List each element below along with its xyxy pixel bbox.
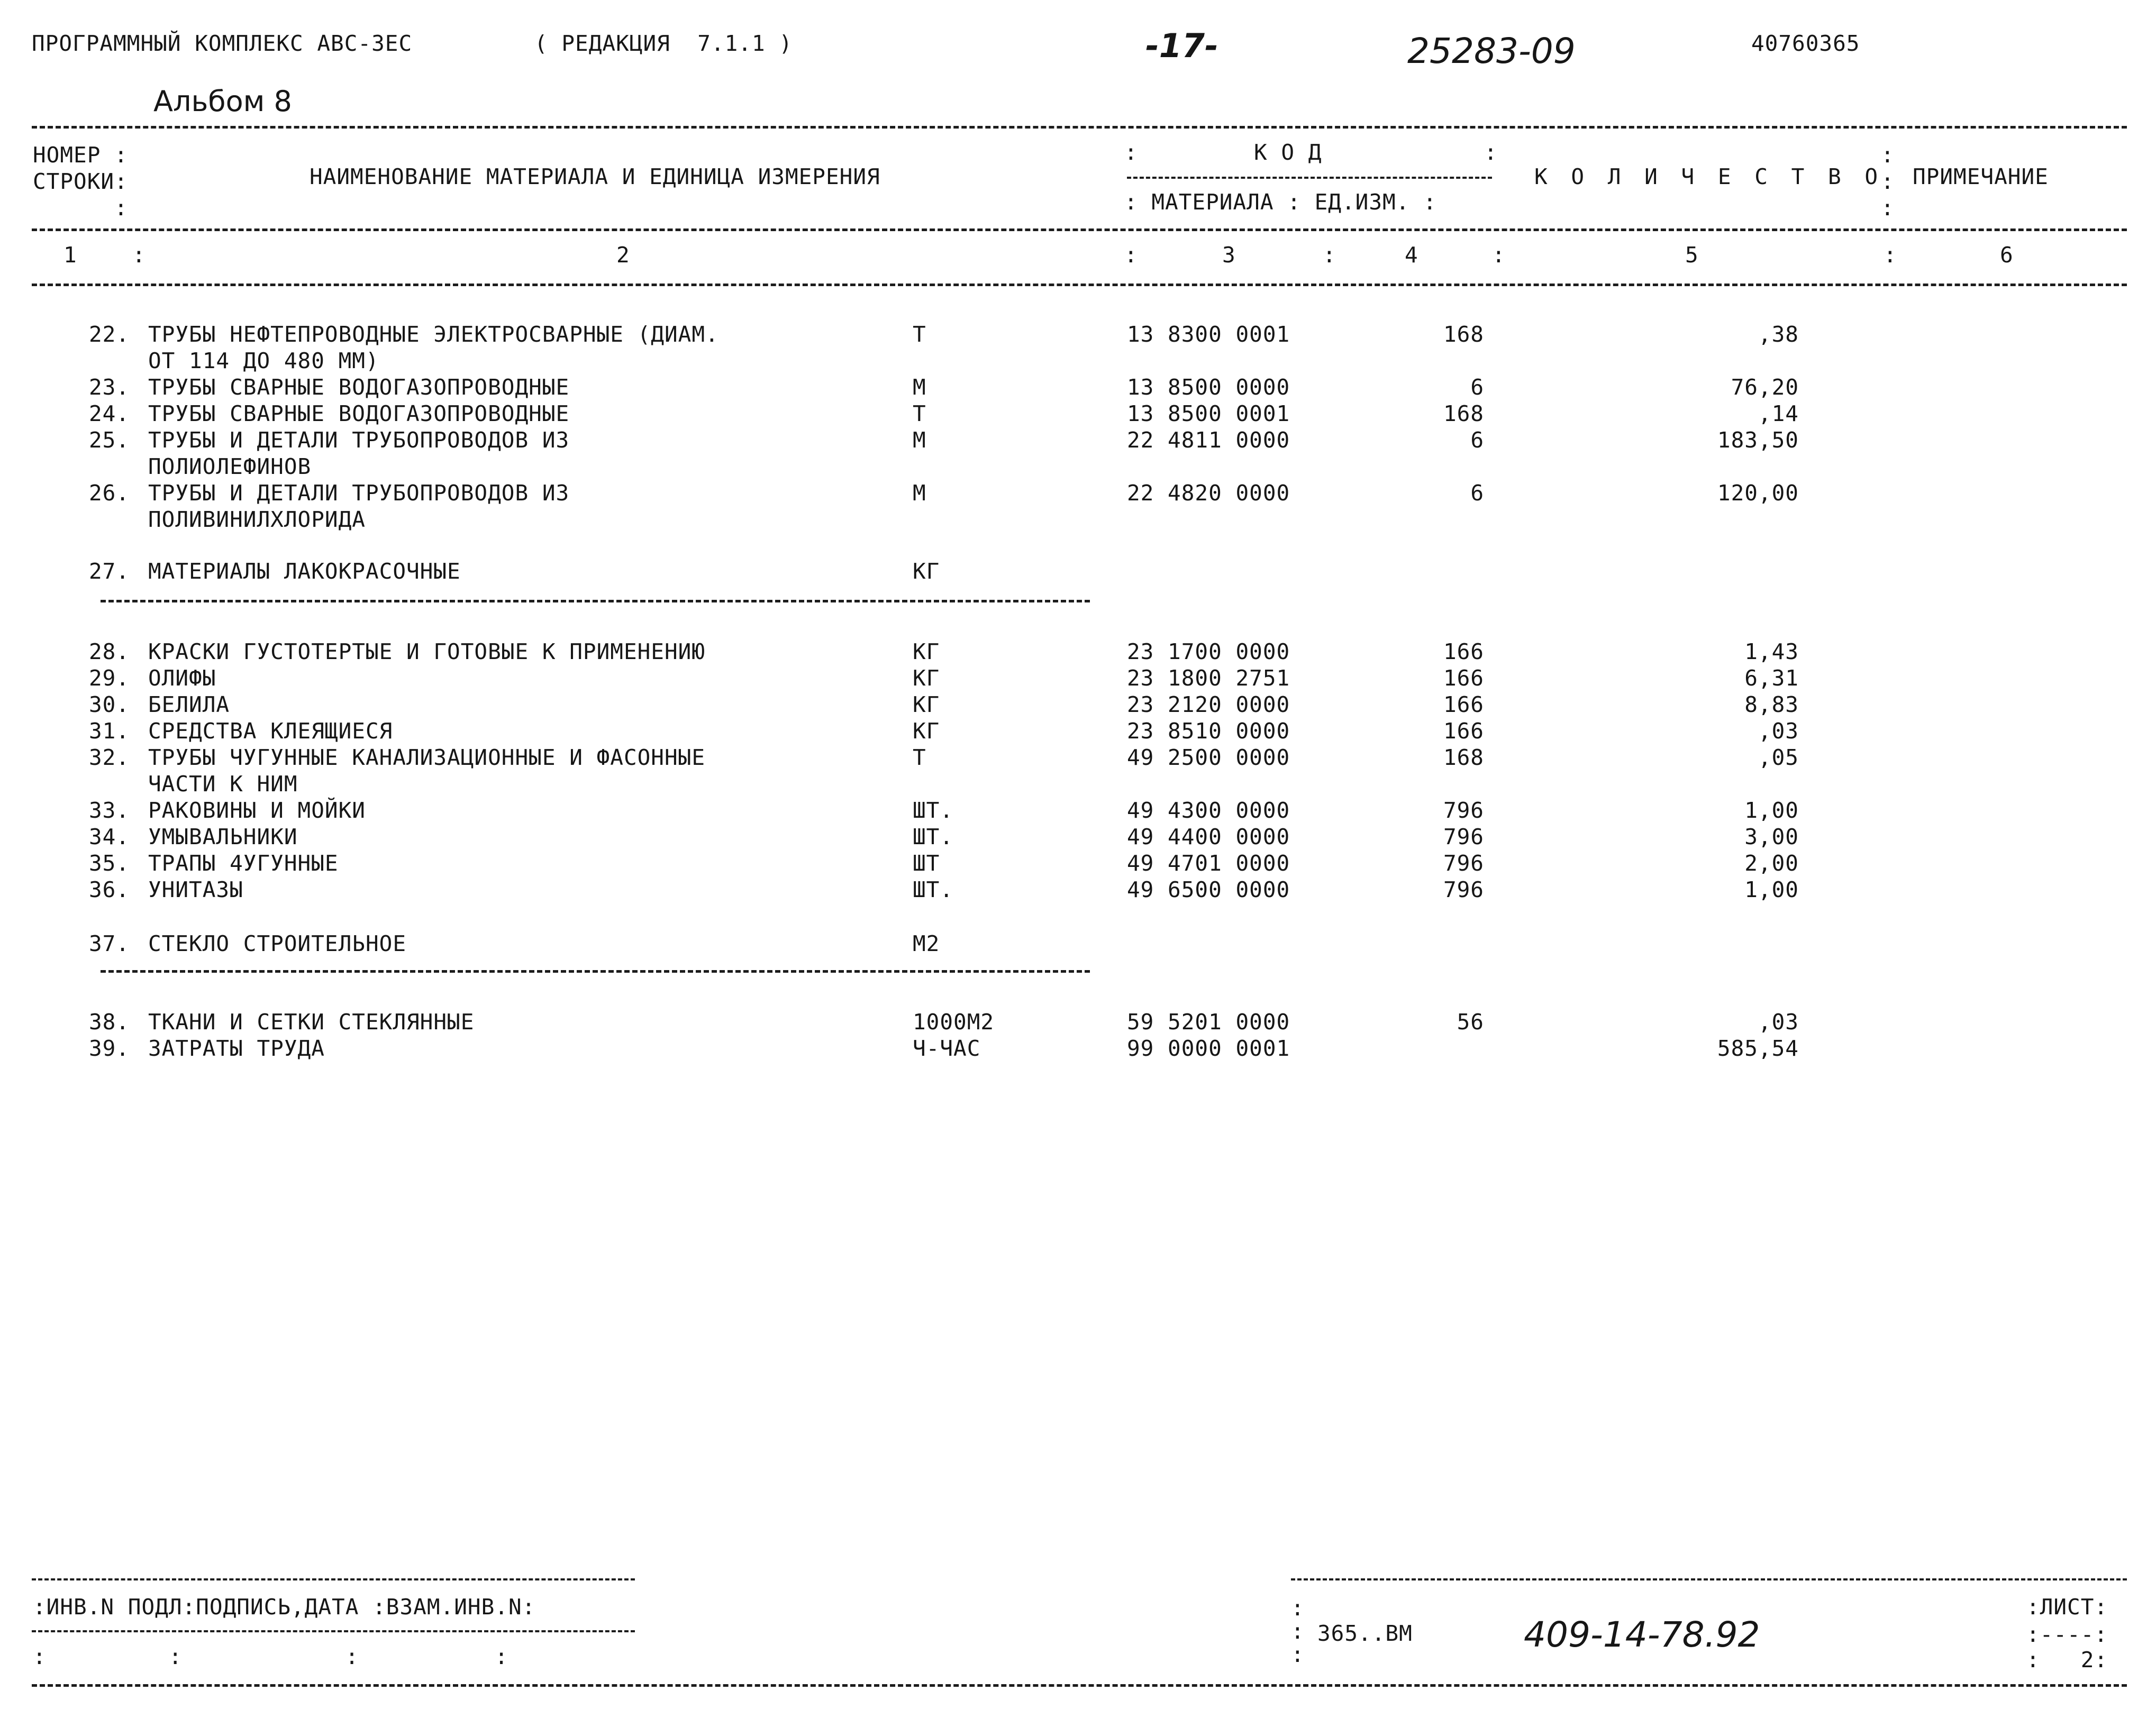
unit-of-measure: М (913, 427, 926, 453)
material-name-continued: ОТ 114 ДО 480 ММ) (148, 348, 379, 373)
unit-of-measure: Т (913, 322, 926, 347)
material-code: 49 6500 0000 (1127, 877, 1290, 902)
row-number: 34. (88, 824, 130, 849)
footer-right-top-rule (1291, 1578, 2127, 1580)
material-code: 59 5201 0000 (1127, 1009, 1290, 1035)
material-name: УНИТАЗЫ (148, 877, 243, 902)
row-number: 30. (88, 692, 130, 717)
material-code: 49 2500 0000 (1127, 745, 1290, 770)
unit-of-measure: КГ (913, 718, 940, 744)
row-number: 32. (88, 745, 130, 770)
unit-code: 796 (1443, 798, 1484, 823)
material-name: ЗАТРАТЫ ТРУДА (148, 1036, 325, 1061)
quantity: 120,00 (1717, 480, 1799, 506)
material-name: ТРУБЫ ЧУГУННЫЕ КАНАЛИЗАЦИОННЫЕ И ФАСОННЫЕ (148, 745, 706, 770)
footer-left-blank-cells: : : : : (33, 1644, 508, 1669)
col-row-number-label: НОМЕР : СТРОКИ: : (33, 142, 128, 221)
row-number: 39. (88, 1036, 130, 1061)
material-name: ТРУБЫ И ДЕТАЛИ ТРУБОПРОВОДОВ ИЗ (148, 480, 570, 506)
col-number-3: 3 (1222, 242, 1236, 268)
sheet-label: :ЛИСТ: (2026, 1594, 2108, 1620)
material-code: 49 4400 0000 (1127, 824, 1290, 849)
quantity: ,14 (1758, 401, 1799, 426)
material-name: ТРАПЫ 4УГУННЫЕ (148, 851, 339, 876)
quantity: 76,20 (1731, 374, 1799, 400)
material-name: ТРУБЫ СВАРНЫЕ ВОДОГАЗОПРОВОДНЫЕ (148, 374, 570, 400)
unit-of-measure: 1000М2 (913, 1009, 995, 1035)
material-name-continued: ЧАСТИ К НИМ (148, 771, 298, 797)
footer-left-labels: :ИНВ.N ПОДЛ:ПОДПИСЬ,ДАТА :ВЗАМ.ИНВ.N: (33, 1594, 536, 1620)
section-rule-paints (101, 600, 1090, 602)
quantity: 3,00 (1744, 824, 1799, 849)
col-sep-2: : (1124, 242, 1138, 268)
material-name: ТРУБЫ НЕФТЕПРОВОДНЫЕ ЭЛЕКТРОСВАРНЫЕ (ДИАМ. (148, 322, 719, 347)
col-number-2: 2 (616, 242, 630, 268)
col-number-4: 4 (1405, 242, 1418, 268)
material-code: 23 1800 2751 (1127, 665, 1290, 691)
footer-left-mid-rule (32, 1630, 635, 1632)
unit-code: 6 (1470, 427, 1484, 453)
quantity: ,03 (1758, 718, 1799, 744)
unit-of-measure: ШТ. (913, 877, 954, 902)
footer-mid-label: 365..ВМ (1317, 1621, 1413, 1646)
unit-code: 796 (1443, 824, 1484, 849)
row-number: 37. (88, 931, 130, 956)
footer-left-top-rule (32, 1578, 635, 1580)
footer-bottom-rule (32, 1684, 2127, 1687)
quantity: 1,43 (1744, 639, 1799, 664)
code-left-colon: : (1124, 140, 1138, 165)
header-bottom-rule (32, 284, 2127, 286)
material-name: РАКОВИНЫ И МОЙКИ (148, 798, 366, 823)
unit-code: 166 (1443, 692, 1484, 717)
unit-code: 168 (1443, 322, 1484, 347)
unit-code: 796 (1443, 877, 1484, 902)
quantity: ,03 (1758, 1009, 1799, 1035)
material-code: 23 1700 0000 (1127, 639, 1290, 664)
unit-of-measure: М (913, 480, 926, 506)
unit-code: 166 (1443, 718, 1484, 744)
quantity: 6,31 (1744, 665, 1799, 691)
material-code: 49 4701 0000 (1127, 851, 1290, 876)
unit-code: 56 (1457, 1009, 1484, 1035)
quantity: 2,00 (1744, 851, 1799, 876)
material-code: 13 8300 0001 (1127, 322, 1290, 347)
edition-label: ( РЕДАКЦИЯ 7.1.1 ) (534, 31, 793, 56)
col-sep-5: : (1884, 242, 1897, 268)
col-sep-4: : (1492, 242, 1506, 268)
col-name-label: НАИМЕНОВАНИЕ МАТЕРИАЛА И ЕДИНИЦА ИЗМЕРЕНИЯ (310, 164, 880, 189)
row-number: 27. (88, 559, 130, 584)
doc-number: 25283-09 (1407, 31, 1576, 71)
row-number: 36. (88, 877, 130, 902)
unit-of-measure: Т (913, 401, 926, 426)
material-name: БЕЛИЛА (148, 692, 230, 717)
col-qty-label: К О Л И Ч Е С Т В О (1534, 164, 1883, 189)
row-number: 33. (88, 798, 130, 823)
material-name: ОЛИФЫ (148, 665, 216, 691)
unit-code: 168 (1443, 401, 1484, 426)
header-top-rule (32, 126, 2127, 129)
unit-code: 168 (1443, 745, 1484, 770)
unit-of-measure: М2 (913, 931, 940, 956)
material-name-continued: ПОЛИВИНИЛХЛОРИДА (148, 507, 366, 532)
material-name: КРАСКИ ГУСТОТЕРТЫЕ И ГОТОВЫЕ К ПРИМЕНЕНИЮ (148, 639, 706, 664)
col-sep-1: : (132, 242, 146, 268)
unit-of-measure: КГ (913, 559, 940, 584)
col-material-label: : МАТЕРИАЛА : ЕД.ИЗМ. : (1124, 189, 1437, 215)
header-code: 40760365 (1751, 31, 1860, 56)
footer-mid-colons: : : : (1291, 1595, 1305, 1667)
unit-code: 6 (1470, 374, 1484, 400)
note-colons: : : : (1881, 142, 1895, 221)
material-code: 22 4811 0000 (1127, 427, 1290, 453)
unit-of-measure: КГ (913, 665, 940, 691)
col-number-1: 1 (63, 242, 77, 268)
row-number: 29. (88, 665, 130, 691)
album-label: Альбом 8 (153, 85, 292, 118)
col-sep-3: : (1323, 242, 1336, 268)
row-number: 26. (88, 480, 130, 506)
row-number: 22. (88, 322, 130, 347)
section-rule-glass (101, 970, 1090, 973)
col-note-label: ПРИМЕЧАНИЕ (1913, 164, 2049, 189)
material-name: ТКАНИ И СЕТКИ СТЕКЛЯННЫЕ (148, 1009, 475, 1035)
row-number: 35. (88, 851, 130, 876)
unit-of-measure: ШТ. (913, 824, 954, 849)
quantity: ,05 (1758, 745, 1799, 770)
material-code: 23 8510 0000 (1127, 718, 1290, 744)
quantity: 585,54 (1717, 1036, 1799, 1061)
row-number: 31. (88, 718, 130, 744)
material-code: 13 8500 0000 (1127, 374, 1290, 400)
unit-code: 166 (1443, 639, 1484, 664)
unit-of-measure: М (913, 374, 926, 400)
unit-of-measure: КГ (913, 639, 940, 664)
quantity: 183,50 (1717, 427, 1799, 453)
sheet-number: : 2: (2026, 1647, 2108, 1673)
row-number: 24. (88, 401, 130, 426)
material-code: 23 2120 0000 (1127, 692, 1290, 717)
header-mid-rule (32, 229, 2127, 231)
material-name: СРЕДСТВА КЛЕЯЩИЕСЯ (148, 718, 393, 744)
material-name: ТРУБЫ СВАРНЫЕ ВОДОГАЗОПРОВОДНЫЕ (148, 401, 570, 426)
row-number: 28. (88, 639, 130, 664)
unit-of-measure: ШТ (913, 851, 940, 876)
unit-of-measure: ШТ. (913, 798, 954, 823)
material-name: УМЫВАЛЬНИКИ (148, 824, 298, 849)
sheet-separator: :----: (2026, 1622, 2108, 1647)
material-name: СТЕКЛО СТРОИТЕЛЬНОЕ (148, 931, 406, 956)
unit-code: 166 (1443, 665, 1484, 691)
col-code-label: К О Д (1254, 140, 1322, 165)
code-divider-rule (1127, 177, 1492, 179)
unit-of-measure: Т (913, 745, 926, 770)
material-name: МАТЕРИАЛЫ ЛАКОКРАСОЧНЫЕ (148, 559, 461, 584)
material-name-continued: ПОЛИОЛЕФИНОВ (148, 454, 312, 479)
unit-of-measure: Ч-ЧАС (913, 1036, 981, 1061)
material-code: 99 0000 0001 (1127, 1036, 1290, 1061)
row-number: 23. (88, 374, 130, 400)
material-code: 13 8500 0001 (1127, 401, 1290, 426)
material-code: 49 4300 0000 (1127, 798, 1290, 823)
unit-of-measure: КГ (913, 692, 940, 717)
quantity: 1,00 (1744, 877, 1799, 902)
material-code: 22 4820 0000 (1127, 480, 1290, 506)
col-number-6: 6 (2000, 242, 2014, 268)
unit-code: 6 (1470, 480, 1484, 506)
quantity: 1,00 (1744, 798, 1799, 823)
material-name: ТРУБЫ И ДЕТАЛИ ТРУБОПРОВОДОВ ИЗ (148, 427, 570, 453)
page-mark: -17- (1145, 26, 1218, 65)
row-number: 25. (88, 427, 130, 453)
quantity: 8,83 (1744, 692, 1799, 717)
quantity: ,38 (1758, 322, 1799, 347)
code-right-colon: : (1484, 140, 1498, 165)
col-number-5: 5 (1685, 242, 1699, 268)
program-title: ПРОГРАММНЫЙ КОМПЛЕКС АВС-ЗЕС (32, 31, 413, 56)
row-number: 38. (88, 1009, 130, 1035)
project-code: 409-14-78.92 (1524, 1614, 1760, 1655)
unit-code: 796 (1443, 851, 1484, 876)
